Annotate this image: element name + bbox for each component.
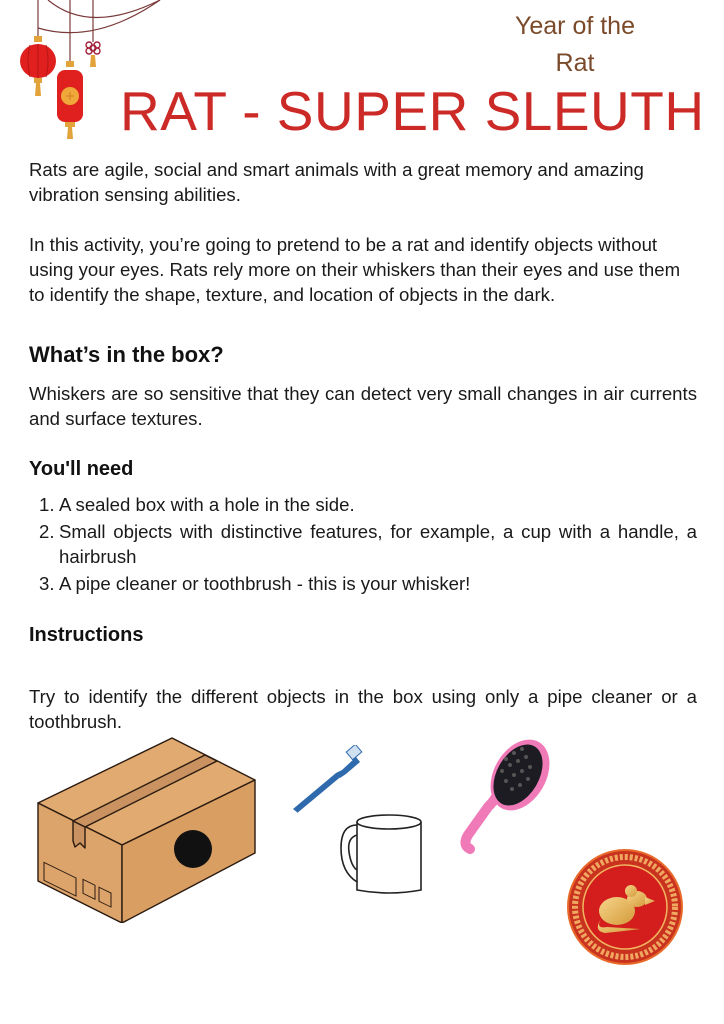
list-item-text: A sealed box with a hole in the side. [59,494,355,515]
rat-zodiac-medallion [565,847,685,967]
list-item-number: 3. [39,573,55,594]
toothbrush-illustration [290,745,365,815]
subtitle-line-1: Year of the [514,12,635,40]
whats-in-box-text: Whiskers are so sensitive that they can detect very small changes in air currents and surface textures. [29,383,697,429]
list-item-text: A pipe cleaner or toothbrush - this is your whisker! [59,573,471,594]
list-item-text: Small objects with distinctive features, for example, a cup with a handle, a hairbrush [59,521,697,567]
you-need-list [39,492,697,598]
you-need-heading: You'll need [29,458,134,480]
instructions-text: Try to identify the different objects in the box using only a pipe cleaner or a toothbrush. [29,686,697,732]
list-item-number: 2. [39,521,55,542]
intro-paragraph-2: In this activity, you’re going to pretend to be a rat and identify objects without using your eyes. Rats rely more on their whiskers than their eyes and use them to identify the shape, texture, and location of objects in the dark. [29,234,681,305]
year-of-the-rat-subtitle [490,8,660,82]
page-title: RAT - SUPER SLEUTH [120,80,705,142]
intro-paragraph-1: Rats are agile, social and smart animals with a great memory and amazing vibration sensing abilities. [29,159,644,205]
list-item [39,571,697,596]
list-item [39,492,697,517]
cardboard-box-illustration [35,733,260,923]
mug-illustration [333,810,428,900]
instructions-heading: Instructions [29,624,144,646]
list-item [39,519,697,569]
hairbrush-illustration [458,737,558,857]
whats-in-box-heading: What’s in the box? [29,342,224,367]
subtitle-line-2: Rat [555,49,595,77]
list-item-number: 1. [39,494,55,515]
